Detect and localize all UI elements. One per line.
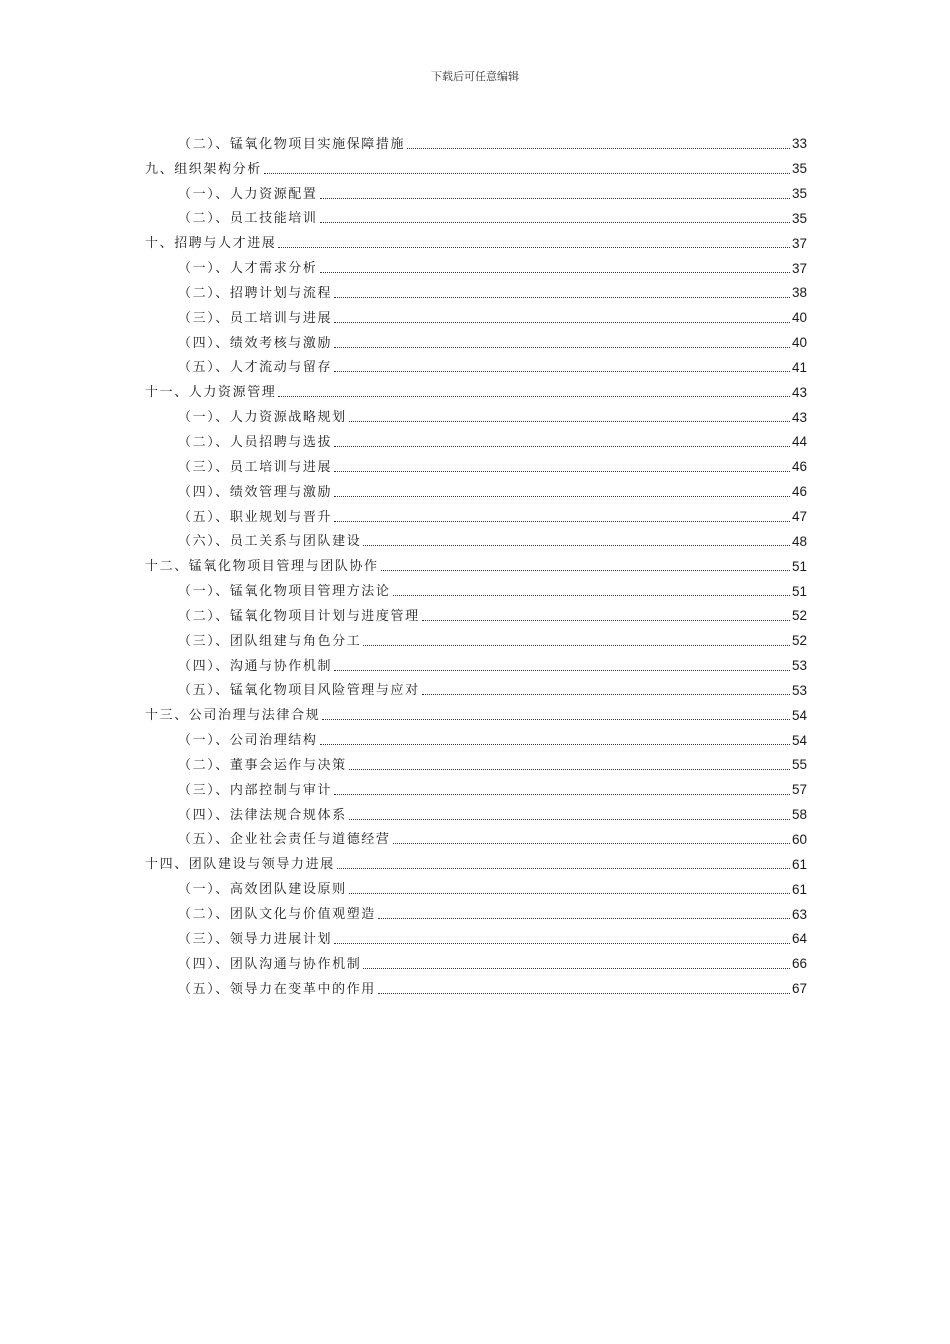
toc-entry[interactable] [145, 126, 807, 151]
toc-entry-page-number: 52 [791, 633, 807, 649]
toc-entry[interactable] [145, 598, 807, 623]
toc-entry-page-number: 40 [791, 335, 807, 351]
toc-entry-page-number: 52 [791, 608, 807, 624]
toc-entry-page-number: 33 [791, 136, 807, 152]
toc-dot-leader [334, 942, 790, 944]
toc-entry-page-number: 46 [791, 484, 807, 500]
toc-entry-page-number: 54 [791, 732, 807, 748]
toc-entry-page-number: 67 [791, 981, 807, 997]
toc-dot-leader [407, 147, 790, 149]
toc-entry-page-number: 35 [791, 186, 807, 202]
toc-entry-page-number: 55 [791, 757, 807, 773]
toc-entry-page-number: 37 [791, 235, 807, 251]
toc-entry-title: （一）、锰氧化物项目管理方法论 [178, 584, 391, 600]
toc-entry[interactable] [145, 374, 807, 399]
toc-entry-title: 九、组织架构分析 [145, 161, 262, 177]
toc-entry[interactable] [145, 499, 807, 524]
toc-entry-page-number: 61 [791, 856, 807, 872]
toc-dot-leader [264, 172, 790, 174]
toc-dot-leader [393, 842, 790, 844]
toc-entry[interactable] [145, 722, 807, 747]
toc-entry-title: （五）、职业规划与晋升 [178, 509, 333, 525]
toc-dot-leader [349, 818, 790, 820]
toc-entry-title: （四）、绩效管理与激励 [178, 484, 333, 500]
toc-entry-page-number: 43 [791, 384, 807, 400]
toc-entry-page-number: 35 [791, 210, 807, 226]
toc-entry-title: （三）、团队组建与角色分工 [178, 633, 362, 649]
toc-entry-title: （二）、锰氧化物项目实施保障措施 [178, 136, 406, 152]
toc-entry[interactable] [145, 623, 807, 648]
toc-entry[interactable] [145, 474, 807, 499]
toc-entry[interactable] [145, 946, 807, 971]
toc-entry[interactable] [145, 697, 807, 722]
toc-entry[interactable] [145, 225, 807, 250]
toc-entry-page-number: 53 [791, 658, 807, 674]
toc-dot-leader [278, 395, 790, 397]
toc-dot-leader [322, 718, 790, 720]
toc-entry-title: （一）、人力资源战略规划 [178, 410, 347, 426]
toc-entry-title: （五）、人才流动与留存 [178, 360, 333, 376]
toc-entry-title: （二）、人员招聘与选拔 [178, 434, 333, 450]
toc-dot-leader [320, 197, 790, 199]
toc-dot-leader [320, 271, 790, 273]
toc-entry[interactable] [145, 250, 807, 275]
toc-entry-title: （四）、绩效考核与激励 [178, 335, 333, 351]
toc-entry[interactable] [145, 648, 807, 673]
toc-entry-title: 十一、人力资源管理 [145, 385, 277, 401]
toc-entry-title: （二）、招聘计划与流程 [178, 285, 333, 301]
toc-dot-leader [378, 992, 790, 994]
toc-entry[interactable] [145, 424, 807, 449]
toc-dot-leader [363, 967, 790, 969]
toc-dot-leader [334, 793, 790, 795]
toc-entry-page-number: 47 [791, 509, 807, 524]
toc-entry[interactable] [145, 275, 807, 300]
toc-dot-leader [334, 296, 790, 298]
toc-entry-title: （二）、董事会运作与决策 [178, 757, 347, 773]
toc-dot-leader [393, 594, 790, 596]
toc-entry-page-number: 35 [791, 161, 807, 177]
toc-entry-page-number: 53 [791, 682, 807, 698]
toc-entry[interactable] [145, 524, 807, 549]
toc-dot-leader [422, 619, 790, 621]
toc-entry-title: （五）、企业社会责任与道德经营 [178, 832, 391, 848]
toc-entry-title: （一）、高效团队建设原则 [178, 882, 347, 898]
toc-entry-page-number: 38 [791, 285, 807, 301]
toc-entry[interactable] [145, 846, 807, 871]
toc-entry-page-number: 61 [791, 881, 807, 897]
toc-entry-title: （三）、员工培训与进展 [178, 459, 333, 475]
toc-entry[interactable] [145, 921, 807, 946]
toc-entry[interactable] [145, 449, 807, 474]
toc-entry-title: （三）、员工培训与进展 [178, 310, 333, 326]
toc-dot-leader [349, 420, 790, 422]
toc-entry[interactable] [145, 747, 807, 772]
toc-entry-page-number: 51 [791, 558, 807, 574]
toc-dot-leader [334, 520, 790, 522]
toc-dot-leader [381, 569, 790, 571]
toc-entry-title: 十三、公司治理与法律合规 [145, 708, 321, 724]
toc-dot-leader [320, 743, 790, 745]
toc-entry[interactable] [145, 399, 807, 424]
toc-dot-leader [334, 495, 790, 497]
toc-entry[interactable] [145, 300, 807, 325]
toc-entry-title: （四）、沟通与协作机制 [178, 658, 333, 674]
toc-dot-leader [334, 346, 790, 348]
toc-entry[interactable] [145, 573, 807, 598]
toc-entry-title: （一）、人力资源配置 [178, 186, 318, 202]
toc-entry[interactable] [145, 176, 807, 201]
toc-dot-leader [334, 445, 790, 447]
toc-entry[interactable] [145, 325, 807, 350]
toc-entry-page-number: 40 [791, 310, 807, 326]
toc-entry-page-number: 46 [791, 459, 807, 475]
toc-dot-leader [349, 892, 790, 894]
toc-entry-title: 十四、团队建设与领导力进展 [145, 857, 335, 873]
toc-entry-page-number: 48 [791, 533, 807, 549]
toc-entry-page-number: 66 [791, 956, 807, 972]
toc-dot-leader [334, 370, 790, 372]
toc-entry[interactable] [145, 772, 807, 797]
toc-entry-page-number: 57 [791, 782, 807, 798]
toc-dot-leader [320, 221, 790, 223]
toc-entry-title: （一）、公司治理结构 [178, 733, 318, 749]
toc-entry-page-number: 63 [791, 906, 807, 922]
toc-entry-title: （二）、团队文化与价值观塑造 [178, 907, 376, 922]
toc-dot-leader [278, 246, 790, 248]
toc-entry[interactable] [145, 822, 807, 847]
toc-entry-title: （五）、锰氧化物项目风险管理与应对 [178, 683, 420, 699]
toc-entry[interactable] [145, 896, 807, 921]
toc-entry-page-number: 41 [791, 359, 807, 375]
toc-entry-title: （四）、团队沟通与协作机制 [178, 956, 362, 972]
toc-entry-page-number: 64 [791, 931, 807, 947]
toc-entry[interactable] [145, 797, 807, 822]
toc-entry[interactable] [145, 201, 807, 226]
toc-dot-leader [349, 768, 790, 770]
toc-entry-title: 十二、锰氧化物项目管理与团队协作 [145, 559, 379, 575]
toc-entry-title: （六）、员工关系与团队建设 [178, 534, 362, 550]
toc-entry-page-number: 37 [791, 260, 807, 276]
toc-entry-title: （二）、员工技能培训 [178, 211, 318, 227]
toc-dot-leader [334, 470, 790, 472]
toc-entry-page-number: 44 [791, 434, 807, 450]
toc-dot-leader [363, 644, 790, 646]
toc-entry[interactable] [145, 548, 807, 573]
toc-dot-leader [378, 917, 790, 919]
toc-dot-leader [334, 669, 790, 671]
toc-entry[interactable] [145, 350, 807, 375]
toc-entry-title: （二）、锰氧化物项目计划与进度管理 [178, 608, 420, 624]
toc-entry-title: （五）、领导力在变革中的作用 [178, 981, 376, 997]
toc-entry-title: （一）、人才需求分析 [178, 261, 318, 277]
toc-entry[interactable] [145, 971, 807, 996]
toc-entry-title: （三）、内部控制与审计 [178, 782, 333, 798]
toc-entry[interactable] [145, 151, 807, 176]
toc-dot-leader [363, 544, 790, 546]
toc-entry-page-number: 60 [791, 831, 807, 847]
toc-dot-leader [337, 867, 790, 869]
table-of-contents [145, 126, 807, 996]
toc-entry-page-number: 58 [791, 807, 807, 823]
toc-entry-title: （四）、法律法规合规体系 [178, 807, 347, 823]
toc-entry[interactable] [145, 673, 807, 698]
toc-entry-title: （三）、领导力进展计划 [178, 931, 333, 947]
toc-entry-page-number: 51 [791, 583, 807, 599]
toc-entry-page-number: 43 [791, 409, 807, 425]
page-header: 下载后可任意编辑 [431, 70, 519, 83]
toc-entry-title: 十、招聘与人才进展 [145, 236, 277, 252]
toc-dot-leader [334, 321, 790, 323]
toc-entry-page-number: 54 [791, 707, 807, 723]
toc-dot-leader [422, 693, 790, 695]
toc-entry[interactable] [145, 871, 807, 896]
